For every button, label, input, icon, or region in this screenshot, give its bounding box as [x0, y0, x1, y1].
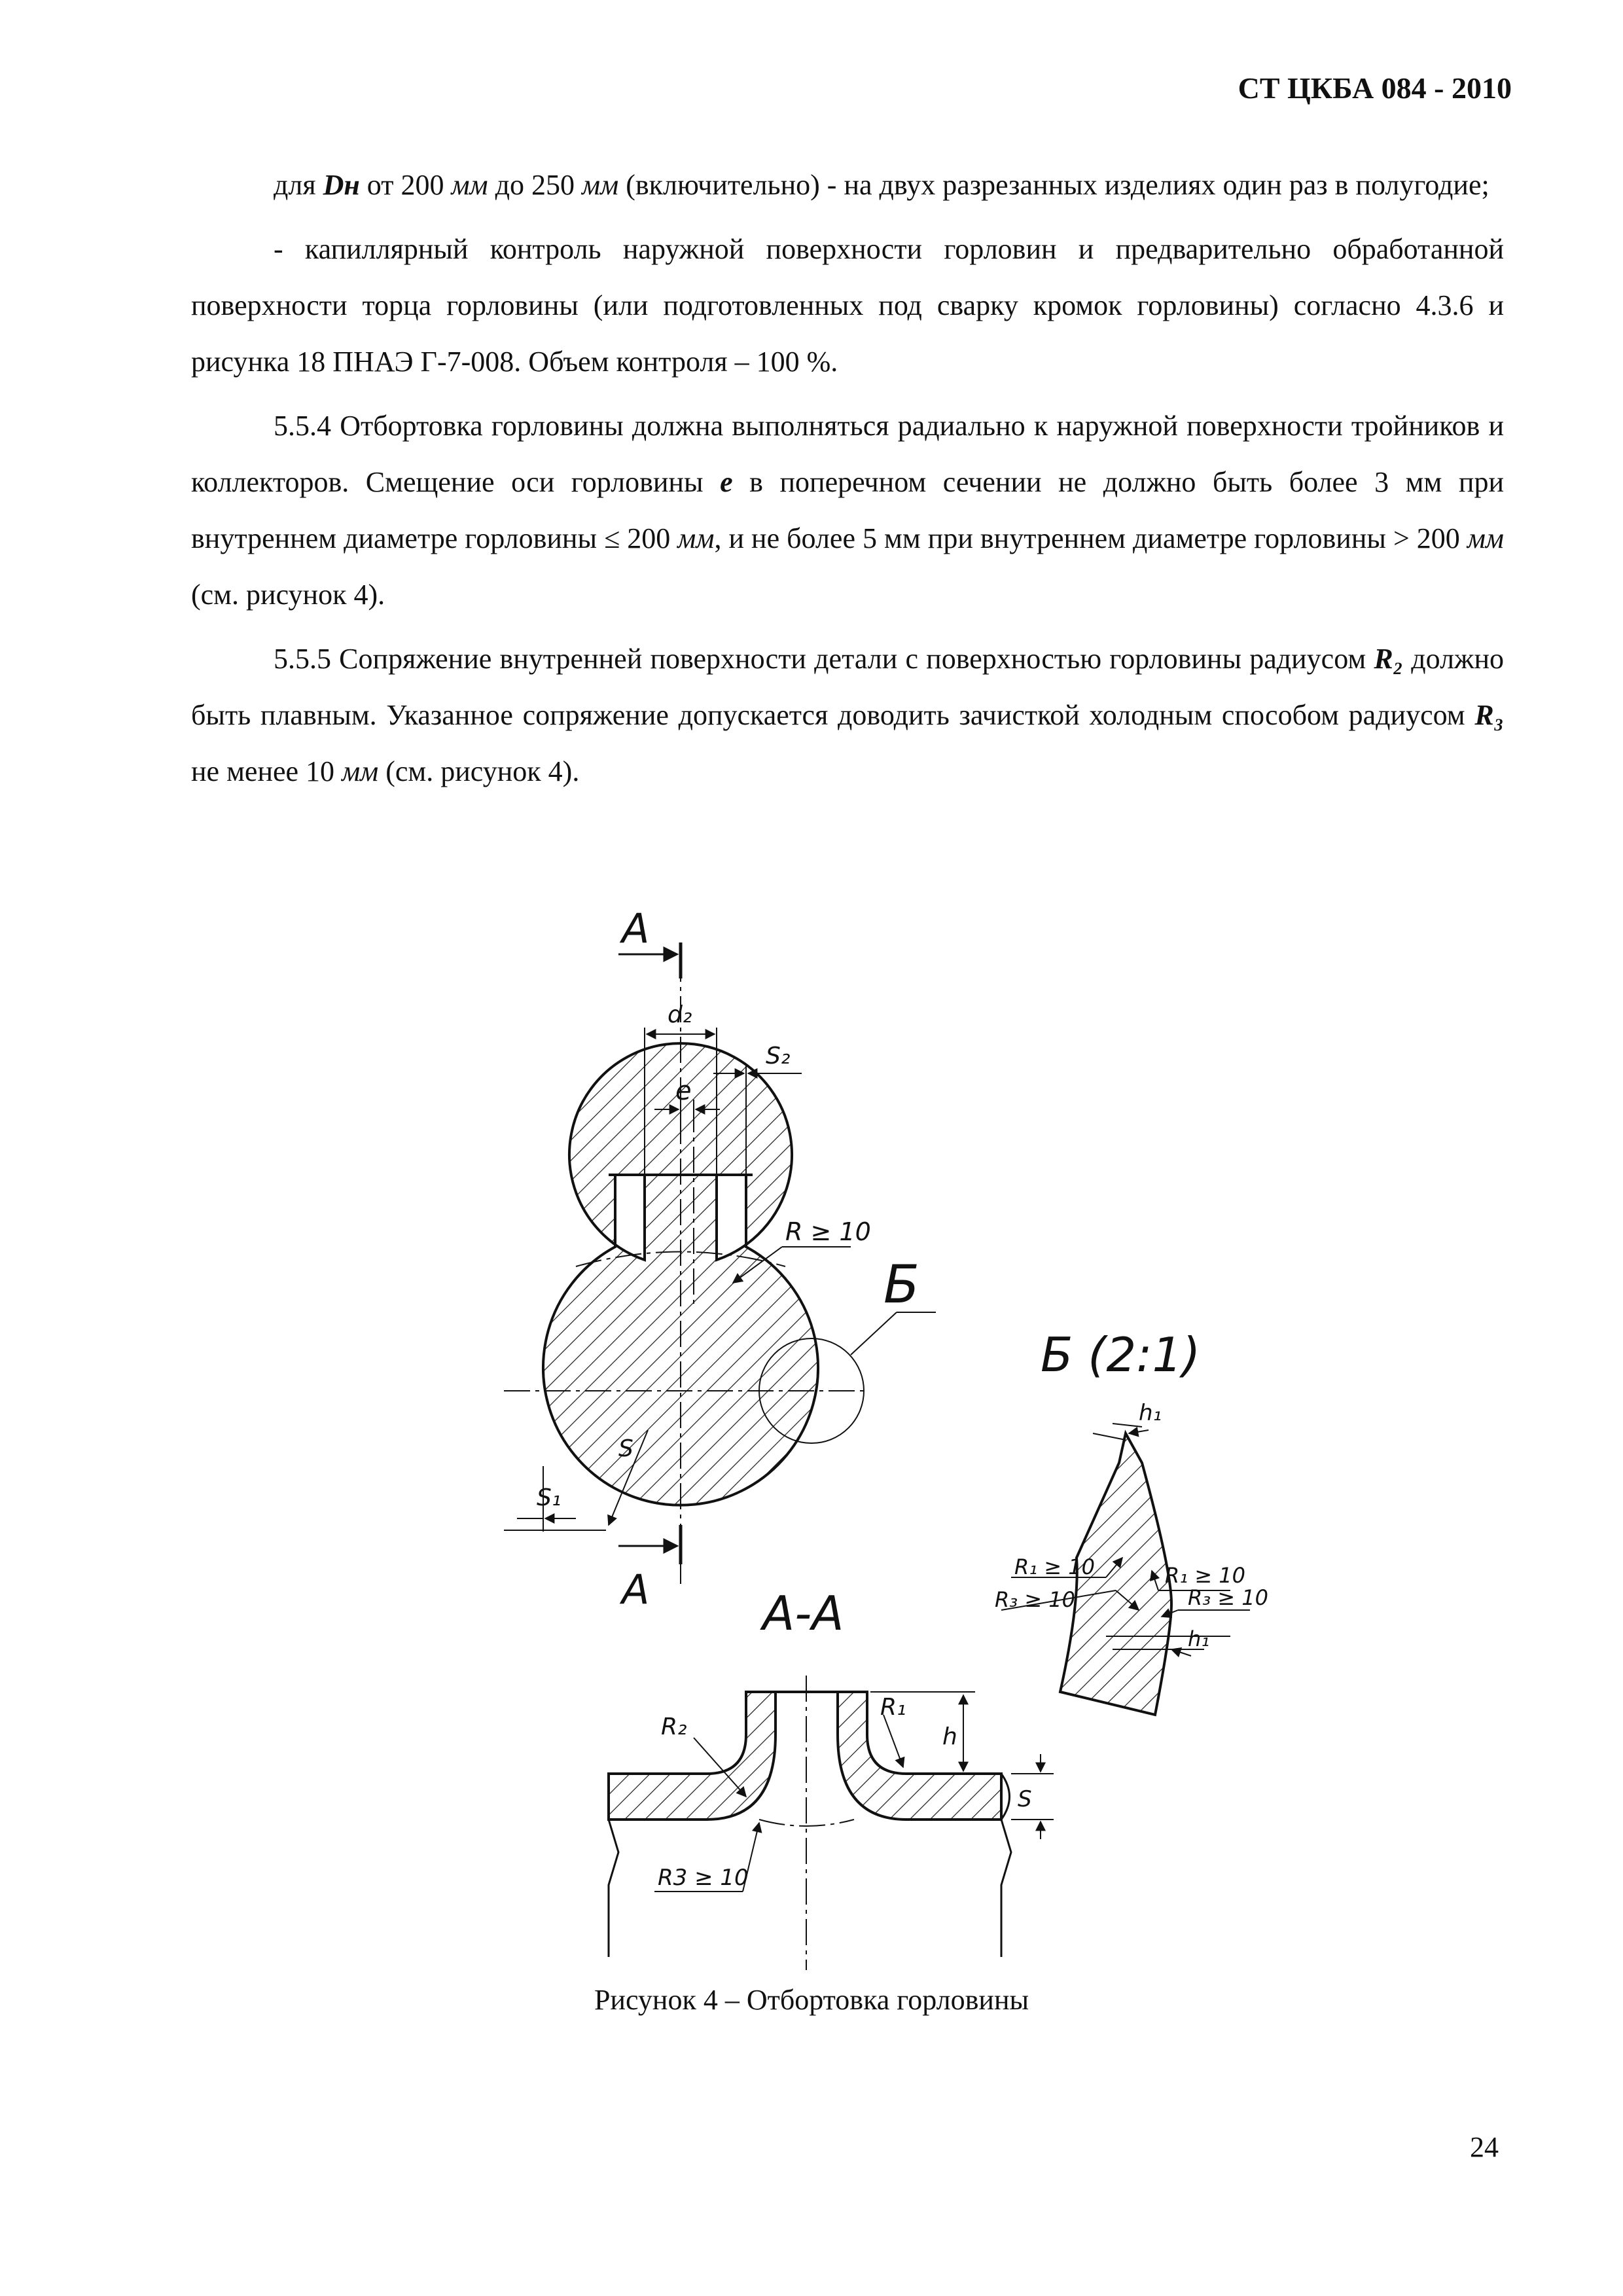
paragraph-5-5-4: 5.5.4 Отбортовка горловины должна выполняться радиально к наружной поверхности тройников и коллекторов. Смещение оси горловины е в поперечном сечении не должно быть более 3 мм при внутреннем диаметре горловины ≤ 200 мм, и не более 5 мм при внутреннем диаметре горловины > 200 мм (см. рисунок 4).: [191, 410, 1505, 611]
section-letter-top: А: [622, 905, 650, 952]
figure-4-flanging-drawing: [0, 870, 1623, 1970]
label-h1-top: h₁: [1139, 1400, 1162, 1426]
page-number: 24: [1470, 2131, 1499, 2163]
label-r3-right: R₃ ≥ 10: [1188, 1585, 1268, 1610]
paragraph-capillary-control: - капиллярный контроль наружной поверхности горловин и предварительно обработанной поверхности торца горловины (или подготовленных под сварку кромок горловины) согласно 4.3.6 и рисунка 18 ПНАЭ Г-7-008. Объем контроля – 100 %.: [191, 233, 1504, 378]
label-r3-section: R3 ≥ 10: [658, 1865, 749, 1891]
detail-title: Б (2:1): [1041, 1327, 1201, 1382]
label-e: е: [675, 1076, 692, 1106]
label-s1: S₁: [537, 1484, 562, 1511]
label-r1-left: R₁ ≥ 10: [1014, 1554, 1095, 1579]
technical-drawing: [0, 870, 1623, 1970]
label-d2: d₂: [668, 1001, 692, 1028]
label-s2: S₂: [766, 1043, 791, 1069]
paragraph-5-5-5: 5.5.5 Сопряжение внутренней поверхности детали с поверхностью горловины радиусом R₂ должно быть плавным. Указанное сопряжение допускается доводить зачисткой холодным способом радиусом R₃ не менее 10 мм (см. рисунок 4).: [191, 643, 1504, 787]
figure-caption: Рисунок 4 – Отбортовка горловины: [594, 1984, 1029, 2016]
label-h1-bottom: h₁: [1188, 1626, 1210, 1651]
label-callout-b: Б: [883, 1254, 919, 1315]
label-r3-left: R₃ ≥ 10: [995, 1587, 1075, 1612]
section-title-aa: А-А: [762, 1586, 844, 1641]
document-code-header: СТ ЦКБА 084 - 2010: [1238, 71, 1512, 105]
paragraph-frequency: для Dн от 200 мм до 250 мм (включительно) - на двух разрезанных изделиях один раз в полугодие;: [274, 169, 1489, 201]
section-aa-right-wall: [838, 1692, 1001, 1820]
label-r10: R ≥ 10: [785, 1217, 871, 1246]
label-s-section: S: [1018, 1786, 1032, 1812]
label-r1-right: R₁ ≥ 10: [1165, 1563, 1245, 1588]
label-r1: R₁: [880, 1694, 906, 1721]
section-marker-bottom: [618, 1525, 681, 1564]
label-r2: R₂: [661, 1713, 687, 1740]
body-text: [191, 157, 1504, 808]
label-h: h: [942, 1723, 957, 1750]
section-letter-bottom: А: [622, 1566, 650, 1613]
label-s: S: [618, 1435, 633, 1462]
section-aa-left-wall: [609, 1692, 776, 1820]
